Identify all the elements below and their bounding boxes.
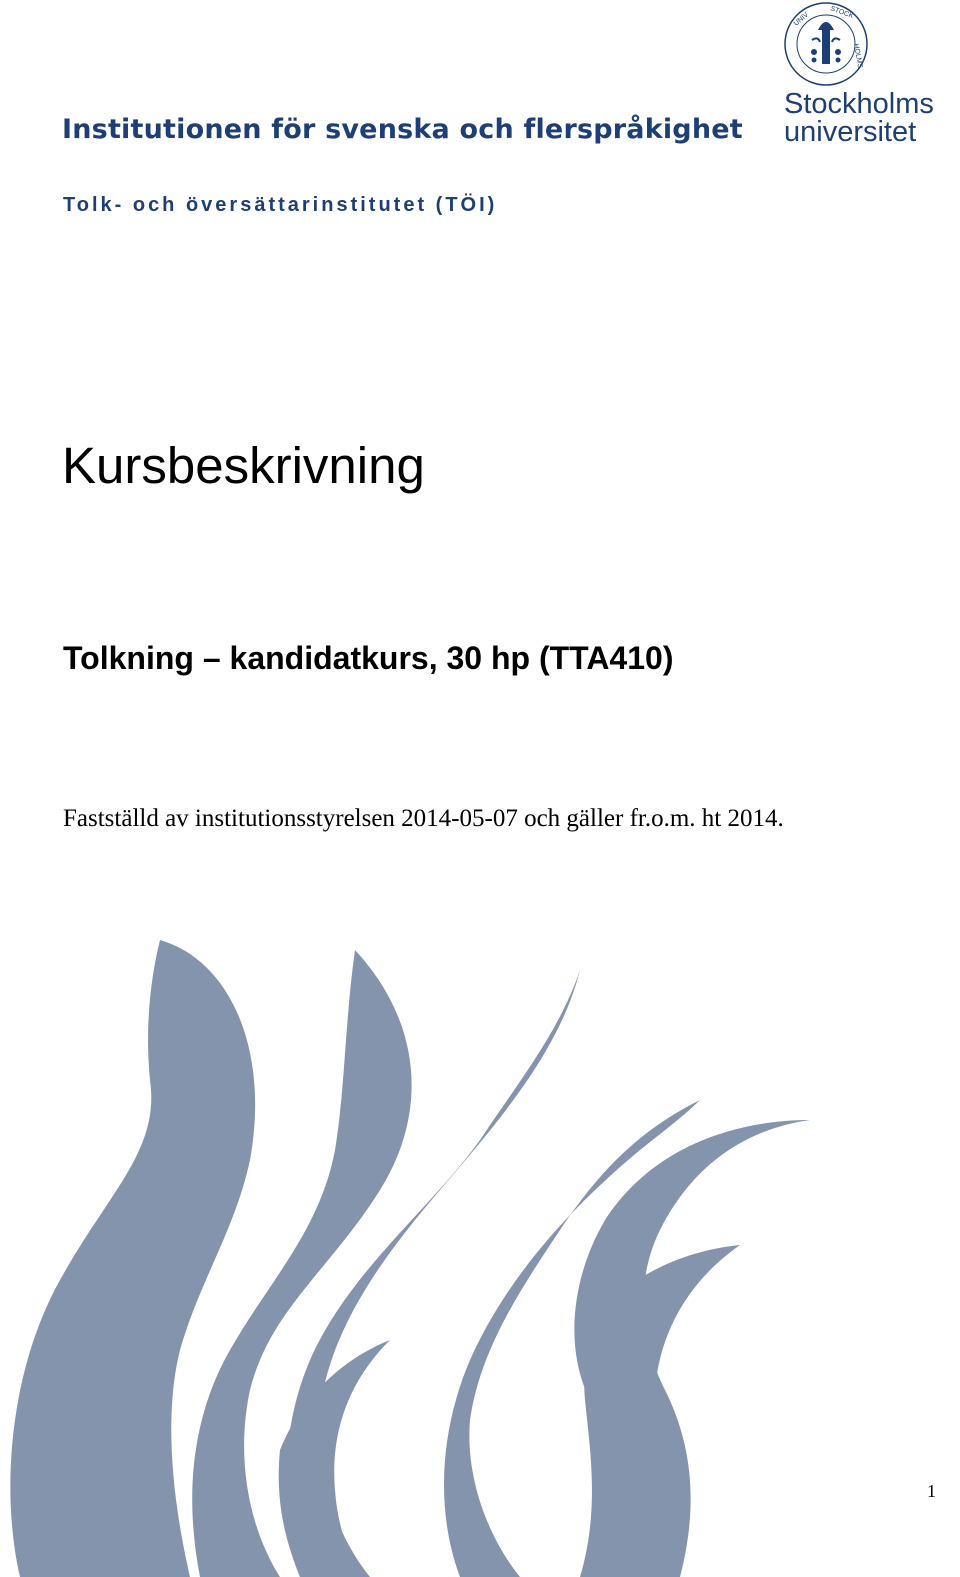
- university-name-line1: Stockholms: [784, 88, 934, 120]
- svg-text:STOCK: STOCK: [829, 5, 855, 21]
- document-type-heading: Kursbeskrivning: [62, 437, 425, 494]
- university-logo: [778, 0, 958, 152]
- approval-statement: Fastställd av institutionsstyrelsen 2014-05-07 och gäller fr.o.m. ht 2014.: [63, 805, 784, 832]
- course-title: Tolkning – kandidatkurs, 30 hp (TTA410): [63, 640, 674, 676]
- svg-text:UNIV: UNIV: [792, 11, 811, 28]
- svg-text:HOLMS: HOLMS: [852, 43, 864, 69]
- sub-unit-name: Tolk- och översättarinstitutet (TÖI): [63, 194, 498, 216]
- flame-pattern-icon: [0, 930, 960, 1577]
- university-seal-icon: [782, 0, 870, 88]
- university-name-line2: universitet: [784, 116, 917, 148]
- university-name: [784, 90, 934, 146]
- department-name: Institutionen för svenska och flerspråkighet: [62, 114, 743, 145]
- page-number: 1: [927, 1481, 936, 1501]
